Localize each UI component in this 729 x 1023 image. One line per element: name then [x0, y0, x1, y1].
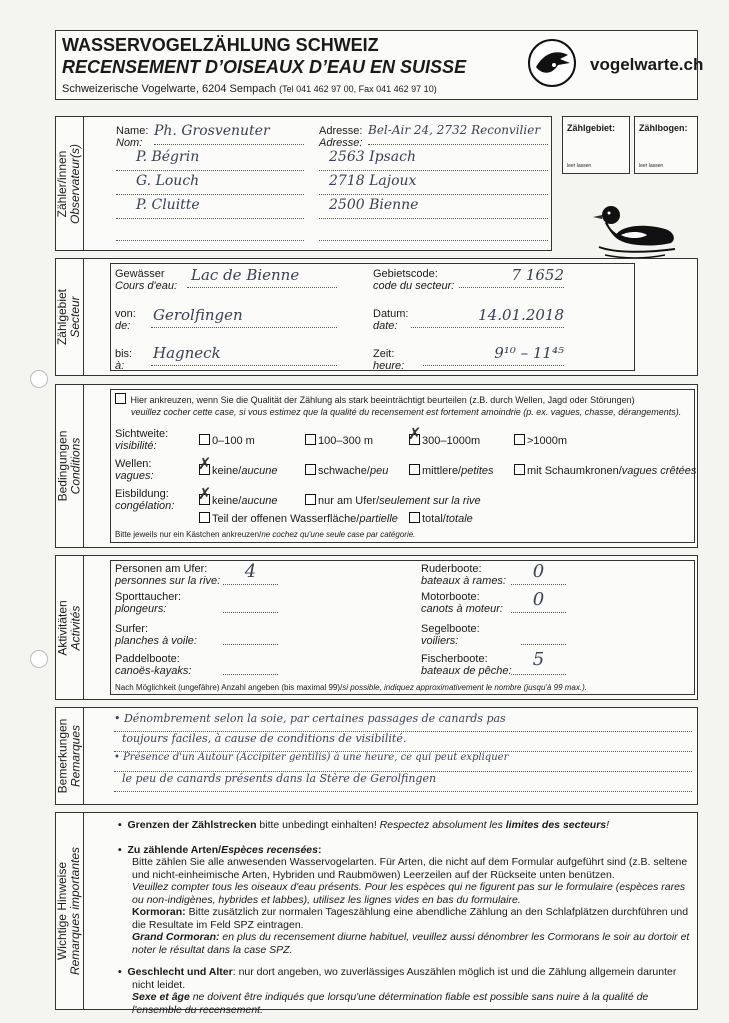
waves-opt-4[interactable]: mit Schaumkronen/vagues crêtées	[514, 464, 696, 477]
counter-name-4[interactable]: P. Cluitte	[116, 197, 304, 219]
brand-name: vogelwarte.ch	[590, 55, 704, 74]
address-label: Adresse: Adresse:	[319, 125, 363, 149]
quality-row	[115, 393, 690, 418]
persons-label: Personen am Ufer: personnes sur la rive:	[115, 563, 221, 587]
waves-checkbox-3[interactable]	[409, 464, 420, 475]
title-fr: RECENSEMENT D’OISEAUX D’EAU EN SUISSE	[62, 57, 467, 77]
surfers-value[interactable]	[223, 623, 278, 645]
zaehlbogen-hint: leer lassen	[639, 163, 664, 169]
counter-name-5[interactable]	[116, 223, 304, 241]
header-box	[55, 30, 704, 100]
counters-title-fr: Observateur(s)	[68, 143, 83, 224]
paddleboats-label: Paddelboote: canoës-kayaks:	[115, 653, 192, 677]
remarks-title-de: Bemerkungen	[55, 718, 70, 794]
org-line	[62, 83, 437, 95]
duck-illustration-icon	[585, 195, 685, 265]
notes-section	[55, 812, 698, 1016]
motorboats-value[interactable]: 0	[511, 589, 566, 613]
water-label: Gewässer Cours d'eau:	[115, 268, 178, 292]
date-label: Datum: date:	[373, 308, 409, 332]
sector-inner-box	[110, 263, 635, 371]
remark-line-3[interactable]: • Présence d'un Autour (Accipiter gentilis) à une heure, ce qui peut expliquer	[114, 752, 692, 772]
zaehlgebiet-box[interactable]	[562, 116, 630, 174]
sailboats-label: Segelboote: voiliers:	[421, 623, 480, 647]
waves-checkbox-4[interactable]	[514, 464, 525, 475]
fishingboats-value[interactable]: 5	[511, 649, 566, 675]
waves-opt-2[interactable]: schwache/peu	[305, 464, 388, 477]
conditions-note: Bitte jeweils nur ein Kästchen ankreuzen/ne cochez qu'une seule case par catégorie.	[115, 530, 416, 539]
counter-name-1[interactable]: Ph. Grosvenuter	[154, 123, 304, 145]
time-label: Zeit: heure:	[373, 348, 405, 372]
note-bullet-2: • Zu zählende Arten/Espèces recensées: Bitte zählen Sie alle anwesenden Wasservogelarten. Für Arten, die nicht auf dem Formular aufgeführt sind (z.B. seltene und nicht-einheimische Arten, Hybriden und Raubmöwen) Leerzeilen auf der Rückseite unten benützen. Veuillez compter tous les oiseaux d'eau présents. Pour les espèces qui ne figurent pas sur le formulaire (espèces rares ou non-indigènes, hybrides et labbes), utilisez les lignes vides en bas du formulaire. Kormoran: Bitte zusätzlich zur normalen Tageszählung eine abendliche Zählung an den Schlafplätzen durchführen und die Resultate im Feld SPZ eintragen. Grand Cormoran: en plus du recensement diurne habituel, veuillez aussi dénombrer les Cormorans le soir au dortoir et noter le résultat dans la case SPZ.	[118, 843, 690, 956]
time-value[interactable]: 9¹⁰ – 11⁴⁵	[423, 344, 564, 366]
note-bullet-3: • Geschlecht und Alter: nur dort angeben, wo zuverlässiges Auszählen möglich ist und die Zählung allgemein darunter nicht leidet. Sexe et âge ne doivent être indiqués que lorsqu'une détermination fiable est possible sans nuire à la qualité de l'ensemble du recensement.	[118, 966, 677, 1016]
visibility-checkbox-2[interactable]	[305, 434, 316, 445]
ice-opt-1[interactable]: ✗ keine/aucune	[199, 494, 277, 507]
counters-title-de: Zähler/innen	[55, 150, 70, 217]
ice-checkbox-1[interactable]	[199, 494, 210, 505]
counter-address-5[interactable]	[319, 223, 548, 241]
zaehlgebiet-label: Zählgebiet:	[567, 123, 616, 133]
motorboats-label: Motorboote: canots à moteur:	[421, 591, 503, 615]
ice-checkbox-4[interactable]	[409, 512, 420, 523]
visibility-checkbox-1[interactable]	[199, 434, 210, 445]
notes-title-de: Wichtige Hinweise	[55, 861, 70, 961]
org-contact: (Tel 041 462 97 00, Fax 041 462 97 10)	[279, 84, 437, 94]
surfers-label: Surfer: planches à voile:	[115, 623, 197, 647]
rowboats-label: Ruderboote: bateaux à rames:	[421, 563, 506, 587]
conditions-title-fr: Conditions	[68, 437, 83, 495]
vogelwarte-logo-icon	[528, 39, 576, 87]
activities-note: Nach Möglichkeit (ungefähre) Anzahl angeben (bis maximal 99)/si possible, indiquez approximativement le nombre (jusqu'à 99 max.).	[115, 683, 587, 692]
title-de: WASSERVOGELZÄHLUNG SCHWEIZ	[62, 35, 379, 55]
counters-section	[55, 116, 552, 251]
remarks-sidebar	[56, 708, 84, 804]
remark-line-4[interactable]: le peu de canards présents dans la Stère de Gerolfingen	[114, 772, 692, 792]
ice-opt-2[interactable]: nur am Ufer/seulement sur la rive	[305, 494, 481, 507]
conditions-title-de: Bedingungen	[55, 430, 70, 502]
counter-address-2[interactable]: 2563 Ipsach	[319, 149, 548, 171]
sector-title-de: Zählgebiet	[55, 288, 70, 346]
waves-label: Wellen: vagues:	[115, 458, 154, 482]
ice-opt-4[interactable]: total/totale	[409, 512, 473, 525]
to-value[interactable]: Hagneck	[151, 344, 337, 366]
visibility-opt-3[interactable]: ✗ 300–1000m	[409, 434, 480, 447]
remarks-section	[55, 707, 698, 805]
remark-line-2[interactable]: toujours faciles, à cause de conditions de visibilité.	[114, 732, 692, 752]
quality-text-de: Hier ankreuzen, wenn Sie die Qualität der Zählung als stark beeinträchtigt beurteilen (z.B. durch Wellen, Jagd oder Störungen)	[130, 395, 635, 405]
remark-line-1[interactable]: • Dénombrement selon la soie, par certaines passages de canards pas	[114, 712, 692, 732]
divers-value[interactable]	[223, 591, 278, 613]
activities-sidebar	[56, 556, 84, 699]
punch-hole-bottom	[30, 650, 48, 668]
activities-title-de: Aktivitäten	[55, 599, 70, 656]
punch-hole-top	[30, 370, 48, 388]
visibility-checkbox-3[interactable]	[409, 434, 420, 445]
date-value[interactable]: 14.01.2018	[411, 306, 564, 328]
waves-checkbox-2[interactable]	[305, 464, 316, 475]
activities-title-fr: Activités	[68, 605, 83, 650]
remarks-title-fr: Remarques	[68, 724, 83, 788]
conditions-section	[55, 384, 698, 548]
persons-value[interactable]: 4	[223, 561, 278, 585]
ice-checkbox-2[interactable]	[305, 494, 316, 505]
counter-address-3[interactable]: 2718 Lajoux	[319, 173, 548, 195]
name-label: Name: Nom:	[116, 125, 149, 149]
visibility-opt-1[interactable]: 0–100 m	[199, 434, 255, 447]
zaehlbogen-box[interactable]	[634, 116, 698, 174]
fishingboats-label: Fischerboote: bateaux de pêche:	[421, 653, 512, 677]
code-value[interactable]: 7 1652	[459, 266, 564, 288]
visibility-label: Sichtweite: visibilité:	[115, 428, 169, 452]
quality-text-fr: veuillez cocher cette case, si vous estimez que la qualité du recensement est fortement amoindrie (p. ex. vagues, chasse, dérangements).	[131, 407, 682, 417]
ice-opt-3[interactable]: Teil der offenen Wasserfläche/partielle	[199, 512, 398, 525]
notes-body	[118, 819, 690, 1016]
divers-label: Sporttaucher: plongeurs:	[115, 591, 182, 615]
sector-title-fr: Secteur	[68, 296, 83, 338]
from-value[interactable]: Gerolfingen	[151, 306, 337, 328]
counter-name-2[interactable]: P. Bégrin	[116, 149, 304, 171]
waves-opt-3[interactable]: mittlere/petites	[409, 464, 494, 477]
to-label: bis: à:	[115, 348, 133, 372]
rowboats-value[interactable]: 0	[511, 561, 566, 585]
zaehlgebiet-hint: leer lassen	[567, 163, 592, 169]
activities-section	[55, 555, 698, 700]
code-label: Gebietscode: code du secteur:	[373, 268, 455, 292]
counters-sidebar	[56, 117, 84, 250]
sector-section	[55, 258, 698, 376]
counter-address-1[interactable]: Bel-Air 24, 2732 Reconvilier	[368, 123, 548, 145]
activities-inner-box	[110, 560, 695, 695]
notes-sidebar	[56, 813, 84, 1009]
counter-address-4[interactable]: 2500 Bienne	[319, 197, 548, 219]
ice-label: Eisbildung: congélation:	[115, 488, 175, 512]
sector-sidebar	[56, 259, 84, 375]
waves-opt-1[interactable]: ✗ keine/aucune	[199, 464, 277, 477]
visibility-opt-2[interactable]: 100–300 m	[305, 434, 373, 447]
paddleboats-value[interactable]	[223, 653, 278, 675]
waves-checkbox-1[interactable]	[199, 464, 210, 475]
from-label: von: de:	[115, 308, 136, 332]
visibility-opt-4[interactable]: >1000m	[514, 434, 567, 447]
notes-title-fr: Remarques importantes	[68, 846, 83, 976]
visibility-checkbox-4[interactable]	[514, 434, 525, 445]
org-name: Schweizerische Vogelwarte, 6204 Sempach	[62, 83, 277, 95]
conditions-sidebar	[56, 385, 84, 547]
note-bullet-1: • Grenzen der Zählstrecken bitte unbedingt einhalten! Respectez absolument les limites des secteurs!	[118, 819, 610, 831]
ice-checkbox-3[interactable]	[199, 512, 210, 523]
conditions-inner-box	[110, 389, 695, 543]
zaehlbogen-label: Zählbogen:	[639, 123, 688, 133]
sailboats-value[interactable]	[521, 623, 566, 645]
counter-name-3[interactable]: G. Louch	[116, 173, 304, 195]
quality-checkbox[interactable]	[115, 393, 126, 404]
water-value[interactable]: Lac de Bienne	[187, 266, 337, 288]
